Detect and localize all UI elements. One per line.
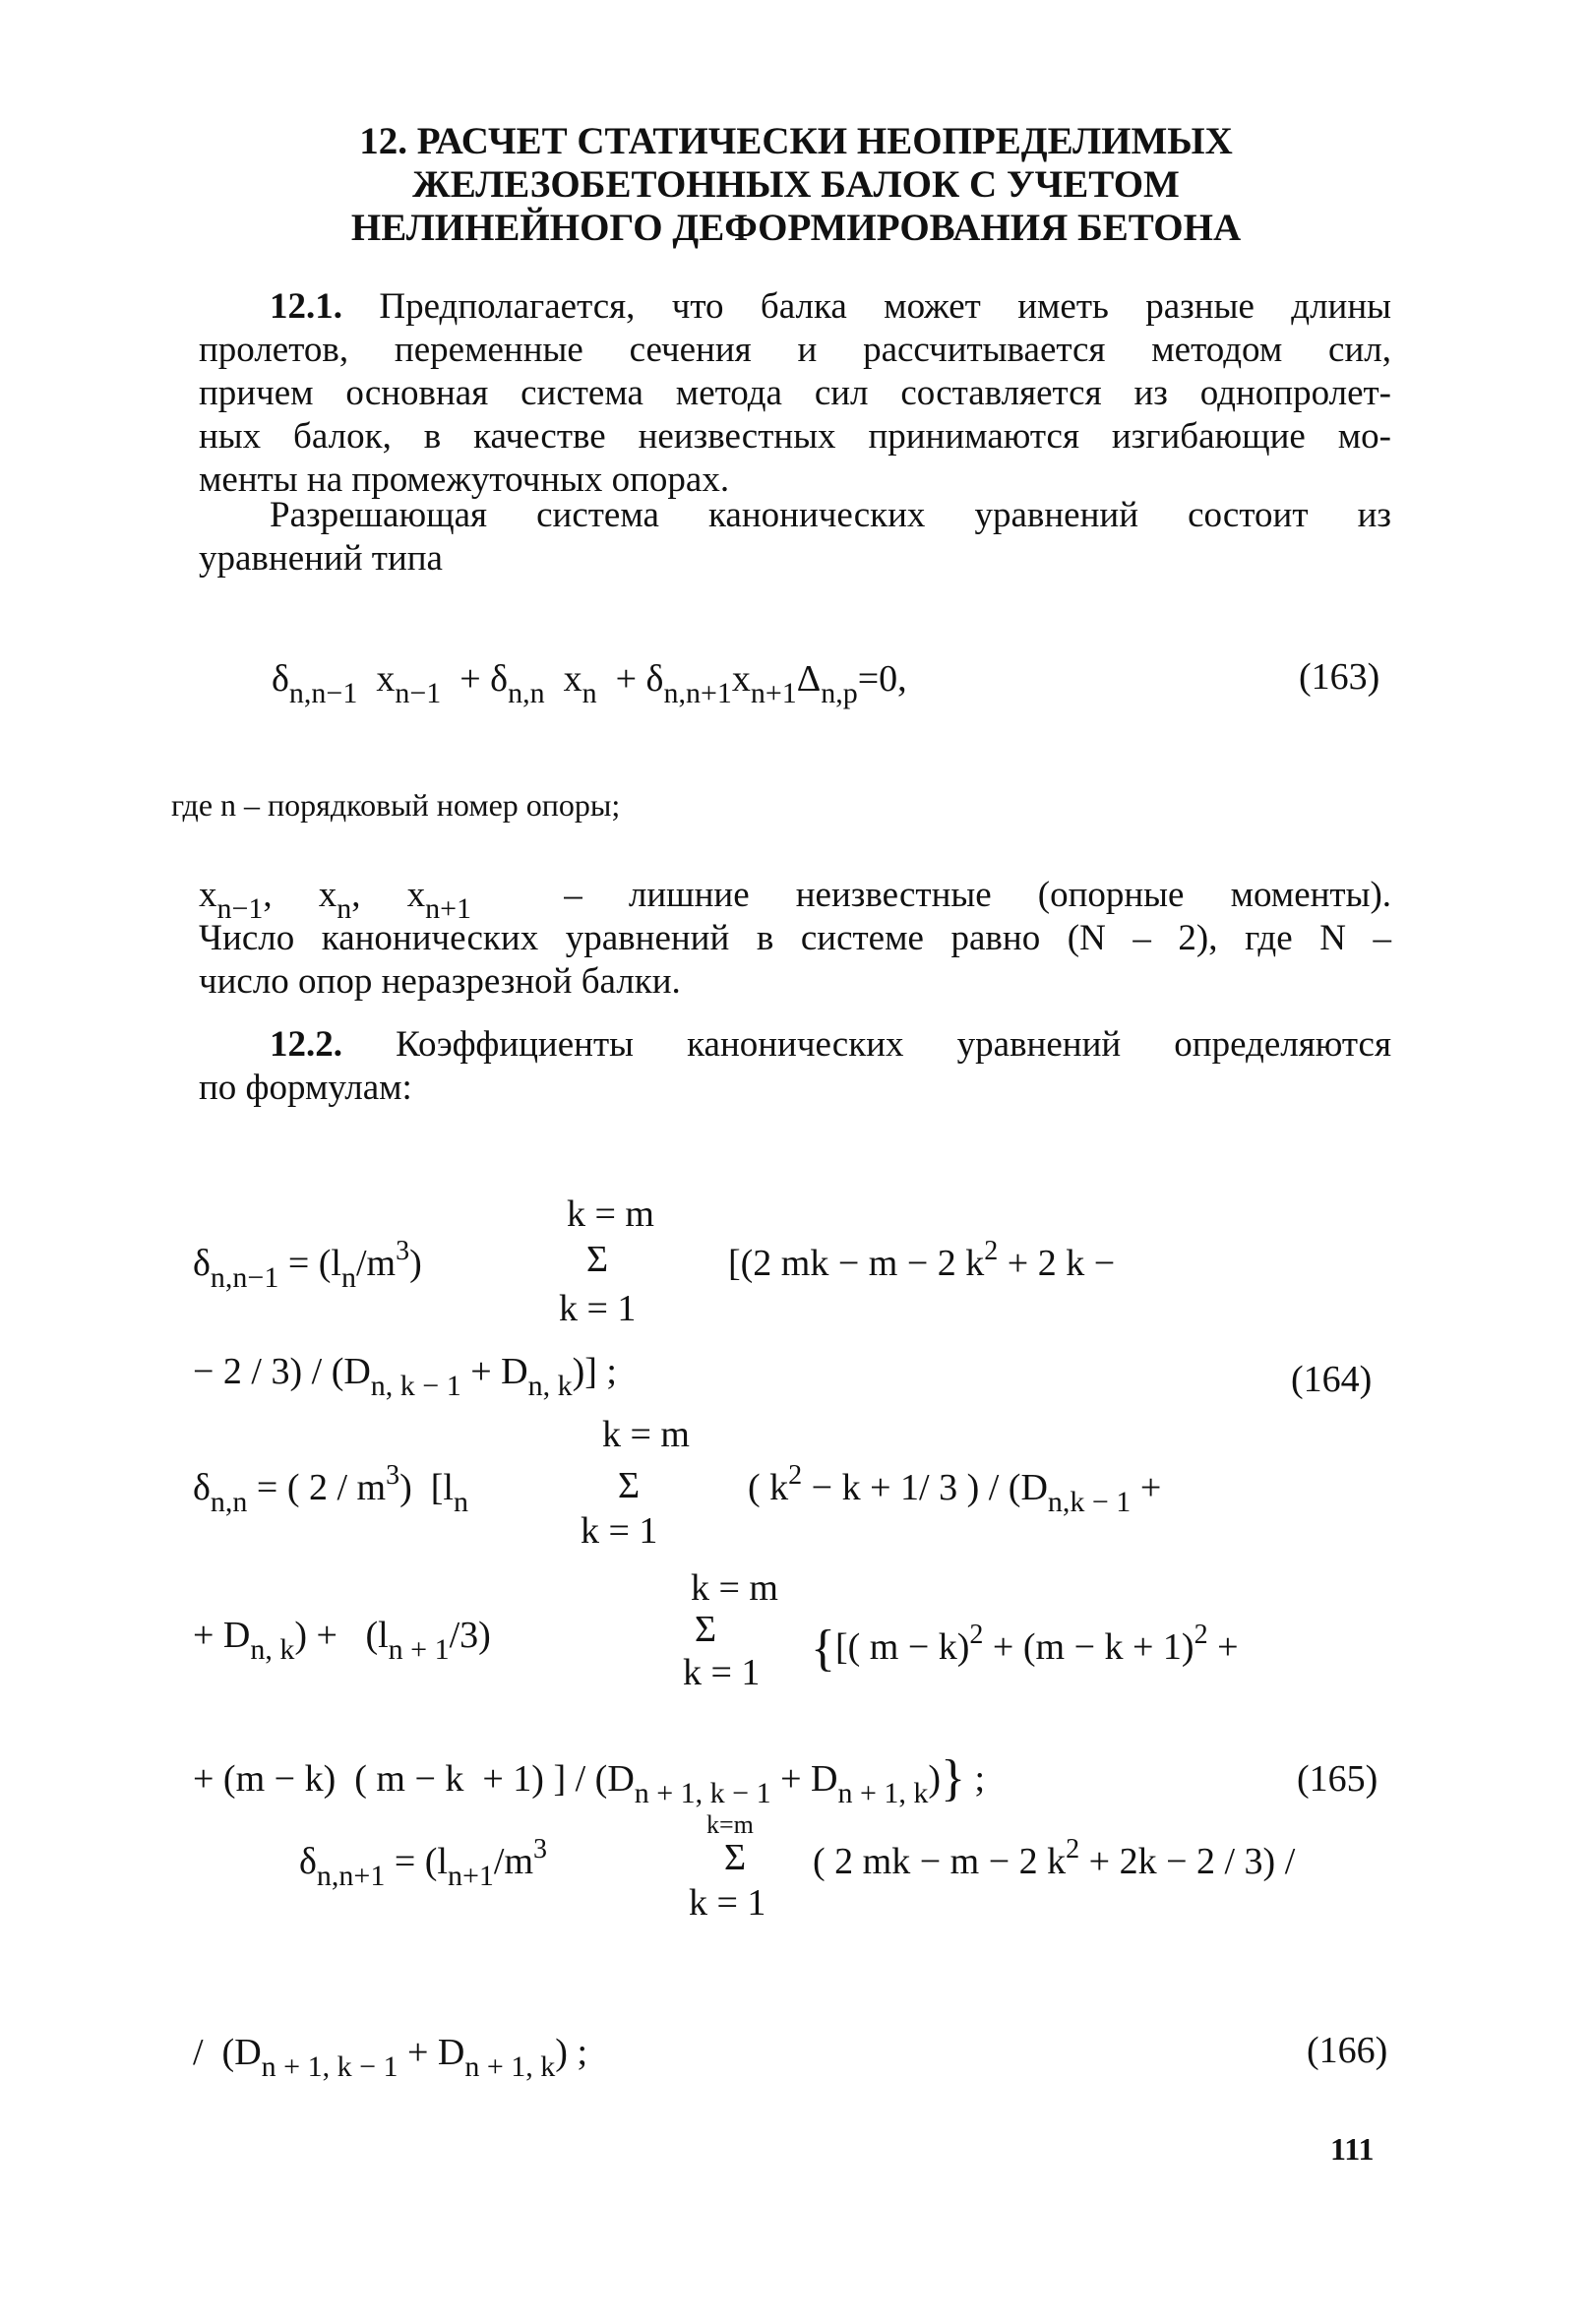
- paragraph-12-2: 12.2. Коэффициенты канонических уравнений определяются по формулам:: [199, 1024, 1391, 1108]
- sum-upper-limit: k = m: [567, 1193, 654, 1235]
- equation-165-line-2: + $D_{n, k}) + (l_{n + 1}/3)$: [193, 1615, 491, 1666]
- sigma-symbol: Σ: [724, 1837, 747, 1878]
- equation-164-line-2: − $2 / 3) / (D_{n, k - 1} + D_{n, k})$] ;: [193, 1351, 617, 1402]
- title-line-3: НЕЛИНЕЙНОГО ДЕФОРМИРОВАНИЯ БЕТОНА: [350, 207, 1242, 249]
- sigma-symbol: Σ: [618, 1465, 641, 1506]
- sigma-symbol: Σ: [695, 1609, 717, 1650]
- sum-lower-limit: k = 1: [683, 1652, 761, 1693]
- equation-164-bracket: [(2 mk − m − 2 $k^2 + 2$ k −: [728, 1236, 1116, 1284]
- equation-165-term-1: ( $k^2 - k + 1/$ 3 ) / ($D_{n,k - 1}$ +: [748, 1460, 1162, 1518]
- paragraph-number: 12.1.: [270, 286, 342, 327]
- page-number: 111: [1330, 2131, 1375, 2167]
- paragraph-unknowns: $x_{n-1}$, $x_n$, $x_{n+1}$ – лишние неизвестные (опорные моменты). Число канонических уравнений в системе равно (N – 2), где N – число опор неразрезной балки.: [199, 875, 1392, 1002]
- sum-lower-limit: k = 1: [581, 1510, 658, 1552]
- paragraph-number: 12.2.: [270, 1024, 342, 1065]
- equation-number-166: (166): [1307, 2030, 1388, 2071]
- equation-165-term-2: {[( $m - k)^2 + (m - k + 1)^2$ +: [811, 1620, 1239, 1677]
- equation-163: $\delta_{n,n-1}$ $x_{n-1} + \delta_{n,n}$ $x_n + \delta_{n,n+1}x_{n+1}\Delta_{n,p}=0$,: [272, 658, 907, 709]
- equation-164-line-1: $\delta_{n,n-1} = (l_n/m^3)$: [193, 1236, 422, 1294]
- sum-upper-limit: k = m: [602, 1414, 690, 1455]
- sum-upper-limit: k=m: [706, 1810, 754, 1839]
- equation-165-line-1: $\delta_{n,n}$ = ( $2 / m^3$) [$l_n$: [193, 1460, 468, 1518]
- equation-166-line-1: $\delta_{n,n+1} = (l_{n+1}/m^3$: [299, 1834, 548, 1892]
- sum-lower-limit: k = 1: [559, 1288, 637, 1329]
- paragraph-system: Разрешающая система канонических уравнений состоит из уравнений типа: [199, 495, 1391, 579]
- equation-165-line-3: + (m − k) ( m − k + 1) ] / $(D_{n + 1, k - 1} + D_{n + 1, k})$} ;: [193, 1750, 986, 1809]
- equation-number-164: (164): [1291, 1359, 1373, 1400]
- equation-number-163: (163): [1299, 656, 1380, 698]
- paragraph-12-1: 12.1. Предполагается, что балка может иметь разные длины пролетов, переменные сечения и рассчитывается методом сил, причем основная система метода сил составляется из однопролет- ных балок, в качестве неизвестных принимаются изгибающие мо- менты на промежуточных опорах.: [199, 286, 1391, 500]
- equation-166-line-2: / $(D_{n + 1, k - 1} + D_{n + 1, k})$ ;: [193, 2032, 588, 2083]
- title-line-1: 12. РАСЧЕТ СТАТИЧЕСКИ НЕОПРЕДЕЛИМЫХ: [359, 120, 1233, 162]
- equation-number-165: (165): [1297, 1758, 1378, 1800]
- where-clause: где n – порядковый номер опоры;: [171, 787, 621, 823]
- sigma-symbol: Σ: [586, 1239, 609, 1280]
- sum-upper-limit: k = m: [691, 1567, 778, 1609]
- section-title: [0, 120, 1592, 250]
- sum-lower-limit: k = 1: [689, 1882, 766, 1924]
- unknowns-line: $x_{n-1}$, $x_n$, $x_{n+1}$ – лишние неизвестные (опорные моменты).: [199, 875, 1392, 925]
- title-line-2: ЖЕЛЕЗОБЕТОННЫХ БАЛОК С УЧЕТОМ: [412, 163, 1180, 206]
- equation-166-term: ( 2 mk − m − 2 $k^2 + 2k - 2 / 3$) /: [813, 1834, 1296, 1882]
